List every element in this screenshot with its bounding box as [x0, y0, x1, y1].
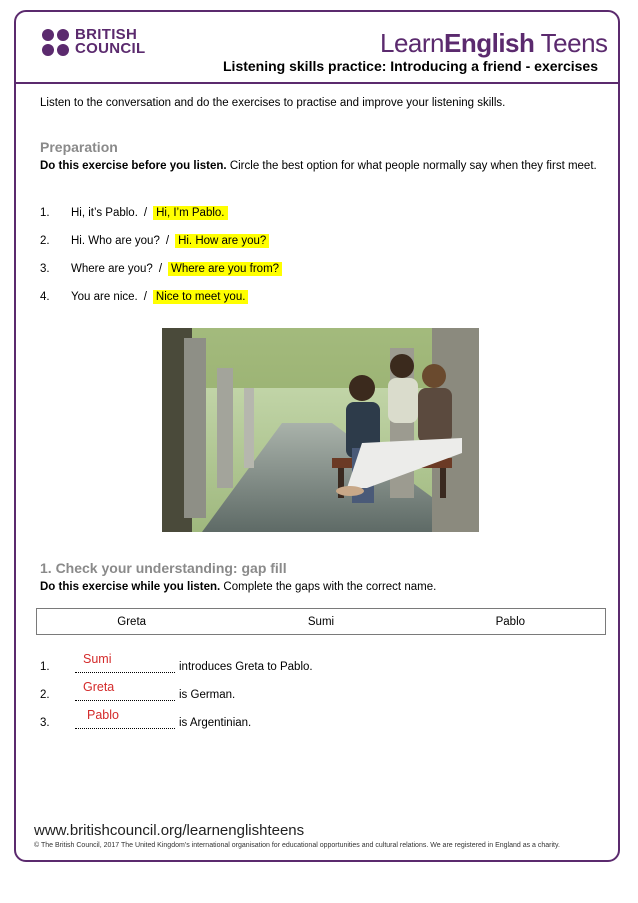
gap-blank[interactable] [75, 652, 175, 673]
preparation-instr-rest: Circle the best option for what people normally say when they first meet. [226, 160, 597, 172]
footer-url[interactable]: www.britishcouncil.org/learnenglishteens [34, 822, 305, 839]
preparation-heading: Preparation [40, 139, 118, 155]
prep-item-number: 1. [40, 207, 50, 219]
bc-logo-line1: BRITISH [75, 26, 138, 43]
learnenglish-teens-logo [380, 28, 608, 59]
prep-item [40, 262, 282, 276]
gap-answer: Pablo [87, 708, 119, 722]
section1-heading: 1. Check your understanding: gap fill [40, 560, 287, 576]
word-box [36, 608, 606, 635]
gap-answer: Sumi [83, 652, 112, 666]
prep-item [40, 206, 228, 220]
prep-item [40, 234, 269, 248]
word-box-item: Sumi [307, 615, 335, 628]
gap-item-number: 1. [40, 661, 50, 673]
gap-item-number: 3. [40, 717, 50, 729]
prep-item [40, 290, 248, 304]
prep-option-b[interactable]: Hi. How are you? [175, 234, 269, 248]
british-council-dots-icon [42, 29, 69, 56]
gap-text: introduces Greta to Pablo. [179, 661, 313, 673]
preparation-instructions [40, 157, 600, 175]
header-divider [16, 82, 618, 84]
prep-option-b[interactable]: Where are you from? [168, 262, 282, 276]
prep-option-a[interactable]: Where are you? [71, 263, 153, 275]
prep-separator: / [158, 263, 163, 275]
gap-blank[interactable] [75, 680, 175, 701]
prep-separator: / [143, 207, 148, 219]
gap-text: is Argentinian. [179, 717, 252, 729]
prep-option-b[interactable]: Nice to meet you. [153, 290, 248, 304]
bc-logo-line2: COUNCIL [75, 40, 146, 57]
word-box-item: Pablo [495, 615, 526, 628]
intro-text: Listen to the conversation and do the exercises to practise and improve your listening skills. [40, 97, 506, 109]
section1-instr-rest: Complete the gaps with the correct name. [220, 581, 437, 593]
prep-option-b[interactable]: Hi, I’m Pablo. [153, 206, 227, 220]
le-logo-part2: English [444, 28, 535, 58]
le-logo-part1: Learn [380, 28, 444, 58]
gap-blank[interactable] [75, 708, 175, 729]
gap-item [40, 680, 236, 701]
prep-separator: / [165, 235, 170, 247]
preparation-instr-bold: Do this exercise before you listen. [40, 160, 227, 172]
gap-answer: Greta [83, 680, 115, 694]
document-title: Listening skills practice: Introducing a friend - exercises [223, 58, 598, 74]
prep-option-a[interactable]: Hi, it’s Pablo. [71, 207, 138, 219]
gap-text: is German. [179, 689, 236, 701]
gap-item [40, 708, 252, 729]
prep-item-number: 3. [40, 263, 50, 275]
gap-item-number: 2. [40, 689, 50, 701]
gap-item [40, 652, 313, 673]
british-council-logo [42, 28, 145, 56]
prep-item-number: 2. [40, 235, 50, 247]
prep-item-number: 4. [40, 291, 50, 303]
prep-separator: / [143, 291, 147, 303]
footer-copyright: © The British Council, 2017 The United Kingdom’s international organisation for educational opportunities and cultural relations. We are registered in England as a charity. [34, 842, 560, 849]
word-box-item: Greta [117, 615, 147, 628]
section1-instr-bold: Do this exercise while you listen. [40, 581, 221, 593]
prep-option-a[interactable]: You are nice. [71, 291, 138, 303]
prep-option-a[interactable]: Hi. Who are you? [71, 235, 160, 247]
le-logo-part3: Teens [534, 28, 608, 58]
section1-instructions [40, 578, 600, 596]
friends-photo [162, 328, 479, 532]
